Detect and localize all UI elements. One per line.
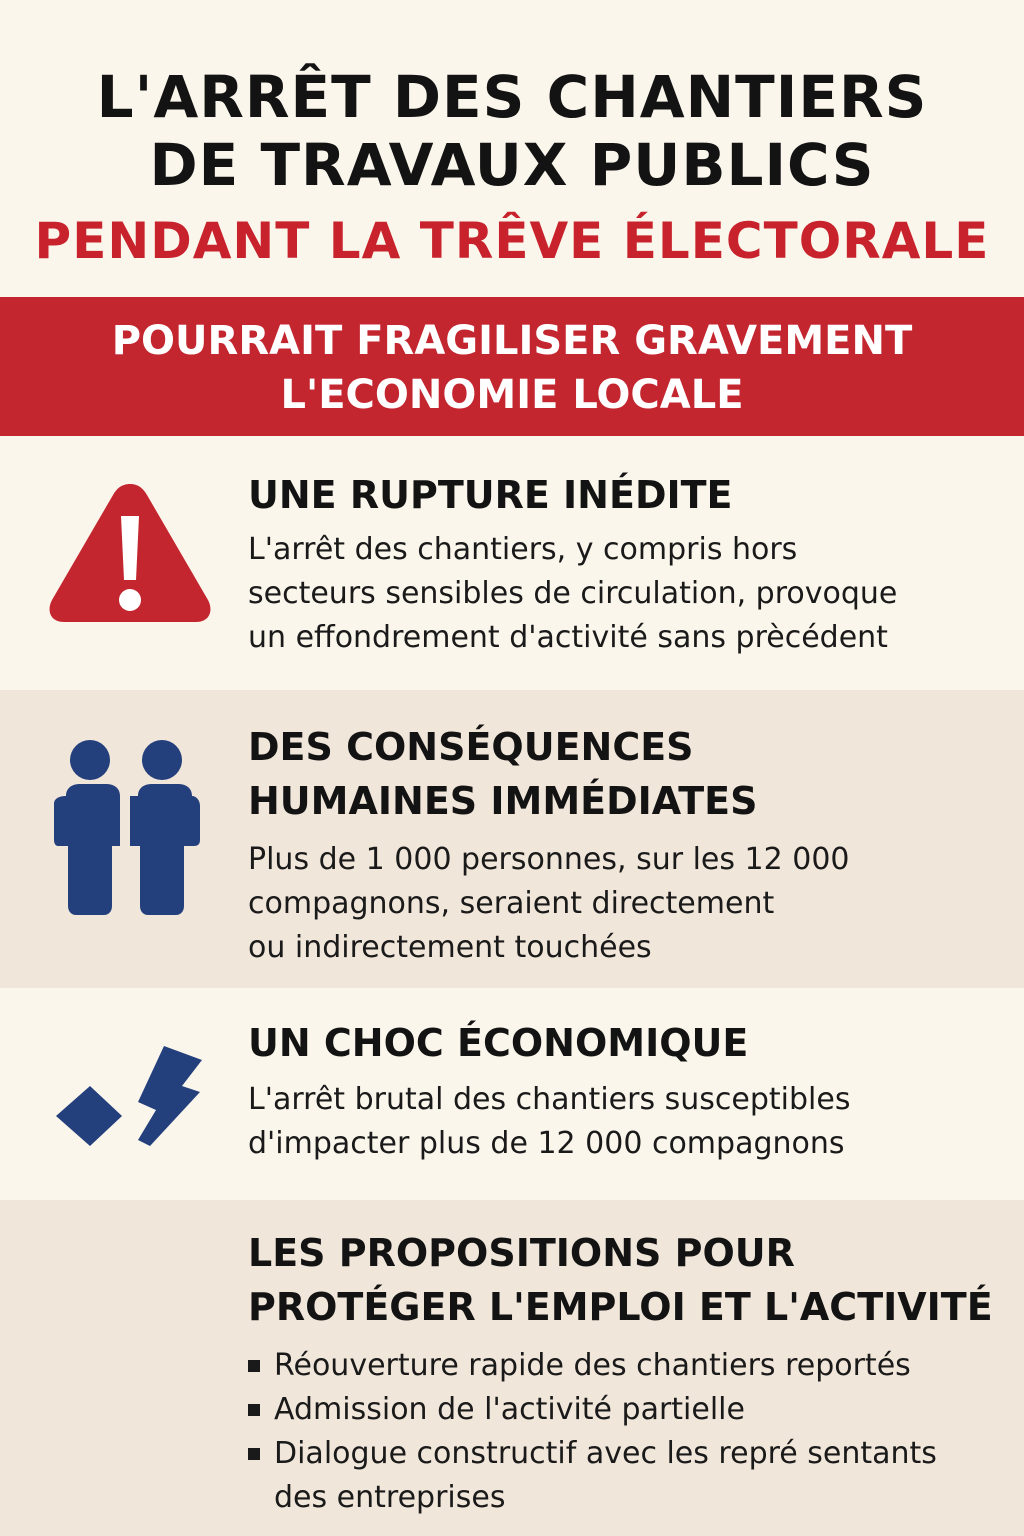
red-banner xyxy=(0,297,1024,436)
bullet-square-icon xyxy=(248,1448,260,1460)
section-title: PROTÉGER L'EMPLOI ET L'ACTIVITÉ xyxy=(248,1285,993,1329)
header xyxy=(0,0,1024,297)
warning-icon xyxy=(46,478,214,628)
list-item-text: Réouverture rapide des chantiers reportés xyxy=(274,1348,911,1383)
section-proposals xyxy=(0,1200,1024,1536)
bullet-square-icon xyxy=(248,1404,260,1416)
section-body-line: d'impacter plus de 12 000 compagnons xyxy=(248,1126,845,1161)
section-body-line: Plus de 1 000 personnes, sur les 12 000 xyxy=(248,842,850,877)
section-body-line: secteurs sensibles de circulation, provoque xyxy=(248,576,898,611)
people-icon xyxy=(50,734,202,916)
section-body-line: L'arrêt des chantiers, y compris hors xyxy=(248,532,798,567)
section-human-consequences xyxy=(0,690,1024,988)
section-rupture xyxy=(0,436,1024,690)
section-body-line: un effondrement d'activité sans prècédent xyxy=(248,620,888,655)
section-body-line: L'arrêt brutal des chantiers susceptibles xyxy=(248,1082,851,1117)
section-body-line: compagnons, seraient directement xyxy=(248,886,775,921)
list-item-text: Admission de l'activité partielle xyxy=(274,1392,745,1427)
list-item-text: des entreprises xyxy=(274,1480,506,1515)
title-line-3: PENDANT LA TRÊVE ÉLECTORALE xyxy=(34,212,990,270)
section-body-line: ou indirectement touchées xyxy=(248,930,652,965)
list-item-text: Dialogue constructif avec les repré sentants xyxy=(274,1436,937,1471)
banner-line-1: POURRAIT FRAGILISER GRAVEMENT xyxy=(111,318,913,364)
section-title: UNE RUPTURE INÉDITE xyxy=(248,473,733,517)
section-economic-shock xyxy=(0,988,1024,1200)
bullet-square-icon xyxy=(248,1360,260,1372)
broken-shock-icon xyxy=(54,1040,204,1152)
section-title: DES CONSÉQUENCES xyxy=(248,725,694,769)
section-title: LES PROPOSITIONS POUR xyxy=(248,1231,795,1275)
title-line-1: L'ARRÊT DES CHANTIERS xyxy=(96,63,928,131)
title-line-2: DE TRAVAUX PUBLICS xyxy=(149,131,875,199)
section-title: UN CHOC ÉCONOMIQUE xyxy=(248,1021,749,1065)
section-title: HUMAINES IMMÉDIATES xyxy=(248,779,758,823)
banner-line-2: L'ECONOMIE LOCALE xyxy=(280,372,744,418)
